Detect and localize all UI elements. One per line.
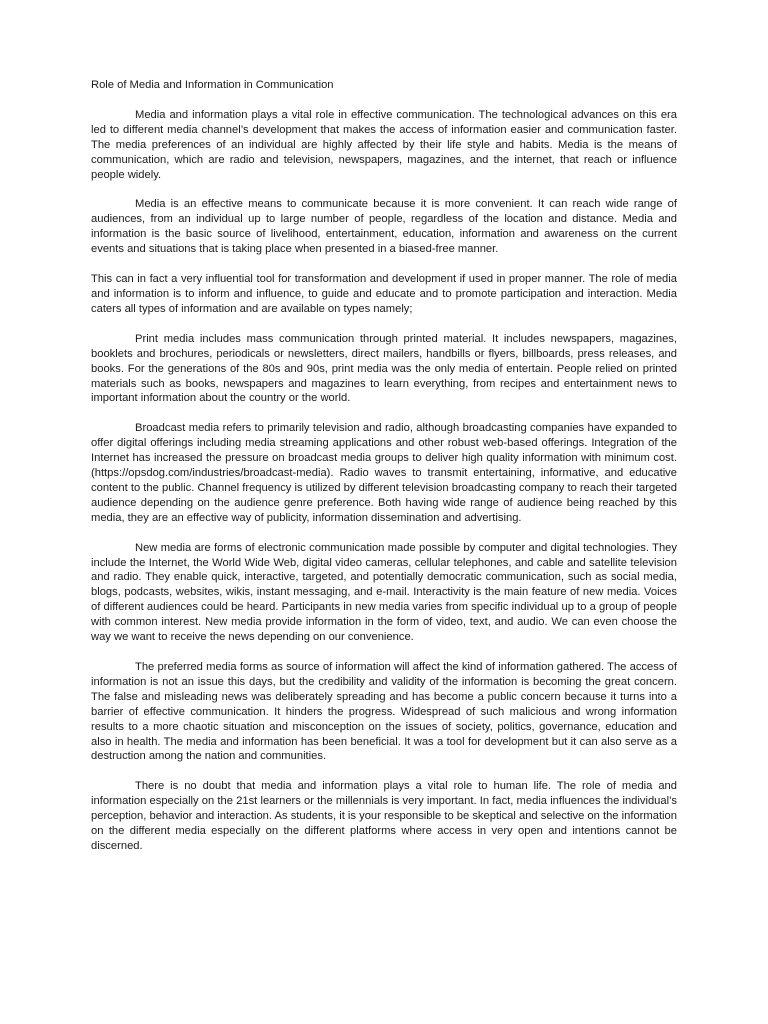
- paragraph-effective-means: Media is an effective means to communicate because it is more convenient. It can reach wide range of audiences, from an individual up to large number of people, regardless of the location and distance. Media and information is the basic source of livelihood, entertainment, education, information and awareness on the current events and situations that is taking place when presented in a biased-free manner.: [91, 198, 677, 256]
- paragraph-broadcast-media: Broadcast media refers to primarily television and radio, although broadcasting companies have expanded to offer digital offerings including media streaming applications and other robust web-based offerings. Integration of the Internet has increased the pressure on broadcast media groups to deliver high quality information with minimum cost. (https://opsdog.com/industries/broadcast-media). Radio waves to transmit entertaining, informative, and educative content to the public. Channel frequency is utilized by different television broadcasting company to reach their targeted audience depending on the audience genre preference. Both having wide range of audience being reached by this media, they are an effective way of publicity, information dissemination and advertising.: [91, 422, 677, 524]
- paragraph-new-media: New media are forms of electronic communication made possible by computer and digital technologies. They include the Internet, the World Wide Web, digital video cameras, cellular telephones, and cable and satellite television and radio. They enable quick, interactive, targeted, and potentially democratic communication, such as social media, blogs, podcasts, websites, wikis, instant messaging, and e-mail. Interactivity is the main feature of new media. Voices of different audiences could be heard. Participants in new media varies from specific individual up to a group of people with common interest. New media provide information in the form of video, text, and audio. We can even choose the way we want to receive the news depending on our convenience.: [91, 541, 677, 644]
- paragraph-print-media: Print media includes mass communication through printed material. It includes newspapers, magazines, booklets and brochures, periodicals or newsletters, direct mailers, handbills or flyers, billboards, press releases, and books. For the generations of the 80s and 90s, print media was the only media of entertain. People relied on printed materials such as books, newspapers and magazines to learn everything, from recipes and entertainment news to important information about the country or the world.: [91, 332, 677, 405]
- paragraph-conclusion: There is no doubt that media and information plays a vital role to human life. The role of media and information especially on the 21st learners or the millennials is very important. In fact, media influences the individual’s perception, behavior and interaction. As students, it is your responsible to be skeptical and selective on the information on the different media especially on the different platforms where access in very open and intentions cannot be discerned.: [91, 780, 677, 852]
- paragraph-intro: Media and information plays a vital role in effective communication. The technological advances on this era led to different media channel’s development that makes the access of information easier and communication faster. The media preferences of an individual are highly affected by their life style and habits. Media is the means of communication, which are radio and television, newspapers, magazines, and the internet, that reach or influence people widely.: [91, 108, 677, 181]
- paragraph-influential-tool: This can in fact a very influential tool for transformation and development if used in proper manner. The role of media and information is to inform and influence, to guide and educate and to promote participation and interaction. Media caters all types of information and are available on types namely;: [91, 273, 677, 315]
- document-title: Role of Media and Information in Communication: [91, 79, 334, 91]
- paragraph-preferred-media: The preferred media forms as source of information will affect the kind of information gathered. The access of information is not an issue this days, but the credibility and validity of the information is becoming the great concern. The false and misleading news was deliberately spreading and has become a public concern because it turns into a barrier of effective communication. It hinders the progress. Widespread of such malicious and wrong information results to a more chaotic situation and misconception on the issues of society, politics, governance, education and also in health. The media and information has been beneficial. It was a tool for development but it can also serve as a destruction among the nation and communities.: [91, 661, 677, 763]
- document-body: [91, 78, 677, 869]
